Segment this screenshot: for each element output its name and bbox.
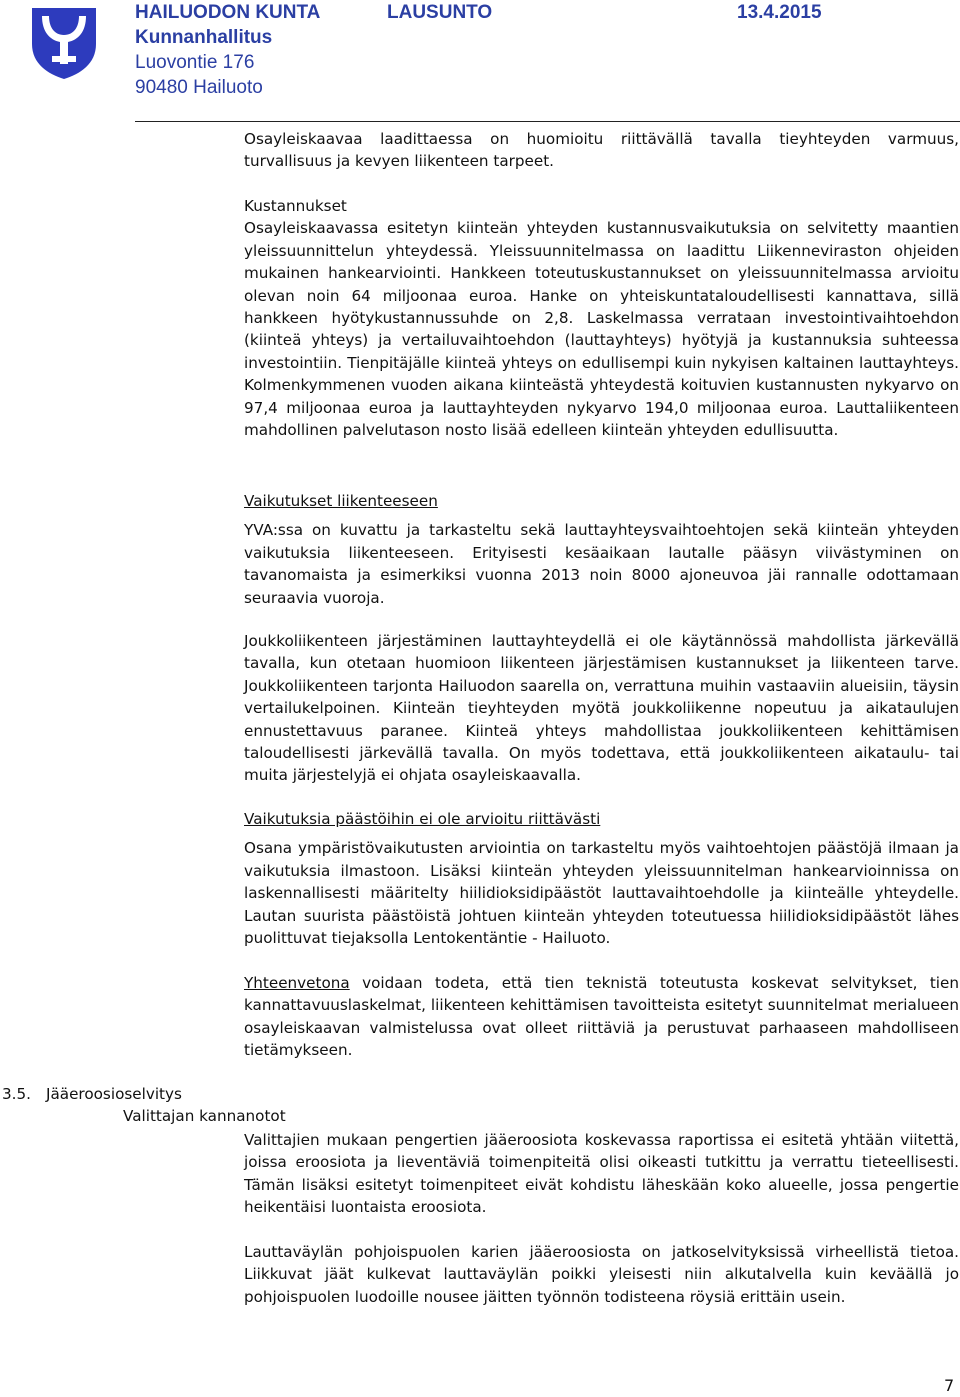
street-address: Luovontie 176 bbox=[135, 52, 255, 73]
paragraph-summary bbox=[244, 972, 959, 1062]
costs-text: Osayleiskaavassa esitetyn kiinteän yhteyden kustannusvaikutuksia on selvitetty maantien yleissuunnittelun yhteydessä. Yleissuunnitelmassa on laadittu Liikenneviraston ohjeiden mukainen hankearviointi. Hankkeen toteutuskustannukset on yleissuunnitelmassa arvioitu olevan noin 64 miljoonaa euroa. Hanke on yhteiskuntataloudellisesti kannattava, sillä hankkeen hyötykustannussuhde on 2,8. Laskelmassa verrataan investointivaihtoehdon (kiinteä yhteys) ja vertailuvaihtoehdon (lauttayhteys) hyötyjä ja kustannuksia suhteessa investointiin. Tienpitäjälle kiinteä yhteys on edullisempi kuin nykyisen kaltainen lauttayhteys. Kolmenkymmenen vuoden aikana kiinteästä yhteydestä koituvien kustannusten nykyarvo on 97,4 miljoonaa euroa ja lauttayhteyden nykyarvo 194,0 miljoonaa euroa. Lauttaliikenteen mahdollinen palvelutason nosto lisää edelleen kiinteän yhteyden edullisuutta. bbox=[244, 219, 959, 440]
doc-type: LAUSUNTO bbox=[387, 2, 493, 23]
section-number: 3.5. bbox=[2, 1085, 31, 1103]
section-subheading: Valittajan kannanotot bbox=[123, 1107, 286, 1125]
section-emissions bbox=[244, 808, 959, 949]
doc-date: 13.4.2015 bbox=[737, 2, 822, 23]
org-name: HAILUODON KUNTA bbox=[135, 2, 321, 23]
issuing-body: Kunnanhallitus bbox=[135, 27, 273, 48]
paragraph-ice-1 bbox=[244, 1129, 959, 1219]
header-divider bbox=[135, 121, 960, 122]
costs-heading: Kustannukset bbox=[244, 197, 347, 215]
paragraph-public-transport bbox=[244, 630, 959, 787]
page-number: 7 bbox=[944, 1376, 955, 1395]
traffic-text-1: YVA:ssa on kuvattu ja tarkasteltu sekä lauttayhteysvaihtoehtojen sekä kiinteän yhteyden vaikutuksia liikenteeseen. Erityisesti kesäaikaan lautalle pääsyn viivästyminen on tavanomaista ja esimerkiksi vuonna 2013 noin 8000 ajoneuvoa jäi rannalle odottamaan seuraavia vuoroja. bbox=[244, 521, 959, 607]
traffic-heading: Vaikutukset liikenteeseen bbox=[244, 492, 438, 510]
emissions-text: Osana ympäristövaikutusten arviointia on tarkasteltu myös vaihtoehtojen päästöjä ilmaan ja vaikutuksia ilmastoon. Lisäksi kiinteän yhteyden yleissuunnitelman hankearvioinnissa on laskennallisesti määritelty hiilidioksidipäästöt lauttavaihtoehdolle ja kiinteälle yhteydelle. Lautan suurista päästöistä johtuen kiinteän yhteyden toteutuessa hiilidioksidipäästöt lähes puolittuvat tiejaksolla Lentokentäntie - Hailuoto. bbox=[244, 839, 959, 948]
traffic-text-2: Joukkoliikenteen järjestäminen lauttayhteydellä ei ole käytännössä mahdollista järkevällä tavalla, kun otetaan huomioon liikenteen järjestämisen kustannukset ja liikenteen tarve. Joukkoliikenteen tarjonta Hailuodon saarella on, verrattuna muihin vastaaviin alueisiin, täysin vertailukelpoinen. Kiinteän tieyhteyden myötä joukkoliikenne nopeutuu ja aikataulujen ennustettavuus paranee. Kiinteä yhteys mahdollistaa joukkoliikenteen kehittämisen taloudellisesti järkevällä tavalla. On myös todettava, että joukkoliikenteen aikataulu- tai muita järjestelyjä ei ohjata osayleiskaavalla. bbox=[244, 632, 959, 785]
ice-text-2: Lauttaväylän pohjoispuolen karien jääeroosiosta on jatkoselvityksissä virheellistä tietoa. Liikkuvat jäät kulkevat lauttaväylän poikki yleisesti niin alkutalvella kuin keväällä jo pohjoispuolen luodoille nousee jäitten työnnön todisteena röysiä erittäin usein. bbox=[244, 1243, 959, 1306]
section-costs bbox=[244, 195, 959, 441]
section-title: Jääeroosioselvitys bbox=[46, 1085, 182, 1103]
letterhead bbox=[0, 0, 960, 122]
section-traffic bbox=[244, 490, 959, 609]
postal-address: 90480 Hailuoto bbox=[135, 77, 263, 98]
summary-text bbox=[244, 972, 959, 1062]
emissions-heading: Vaikutuksia päästöihin ei ole arvioitu riittävästi bbox=[244, 810, 601, 828]
intro-text: Osayleiskaavaa laadittaessa on huomioitu riittävällä tavalla tieyhteyden varmuus, turvallisuus ja kevyen liikenteen tarpeet. bbox=[244, 130, 959, 171]
paragraph-ice-2 bbox=[244, 1241, 959, 1308]
summary-rest: voidaan todeta, että tien teknistä toteutusta koskevat selvitykset, tien kannattavuuslaskelmat, liikenteen kehittämisen tavoitteista esitetyt suunnitelmat merialueen osayleiskaavan valmistelussa ovat olleet riittäviä ja perustuvat parhaaseen mahdolliseen tietämykseen. bbox=[244, 974, 959, 1060]
summary-lead: Yhteenvetona bbox=[244, 974, 350, 992]
municipal-crest-icon bbox=[30, 6, 98, 80]
ice-text-1: Valittajien mukaan pengertien jääeroosiota koskevassa raportissa ei esitetä yhtään viitettä, joissa eroosiota ja lieventäviä toimenpiteitä olisi oikeasti tutkittu ja verrattu tieteellisesti. Tämän lisäksi esitetyt toimenpiteet eivät kohdistu läheskään koko alueelle, jossa pengertie heikentäisi luontaista eroosiota. bbox=[244, 1131, 959, 1217]
paragraph-intro bbox=[244, 128, 959, 173]
